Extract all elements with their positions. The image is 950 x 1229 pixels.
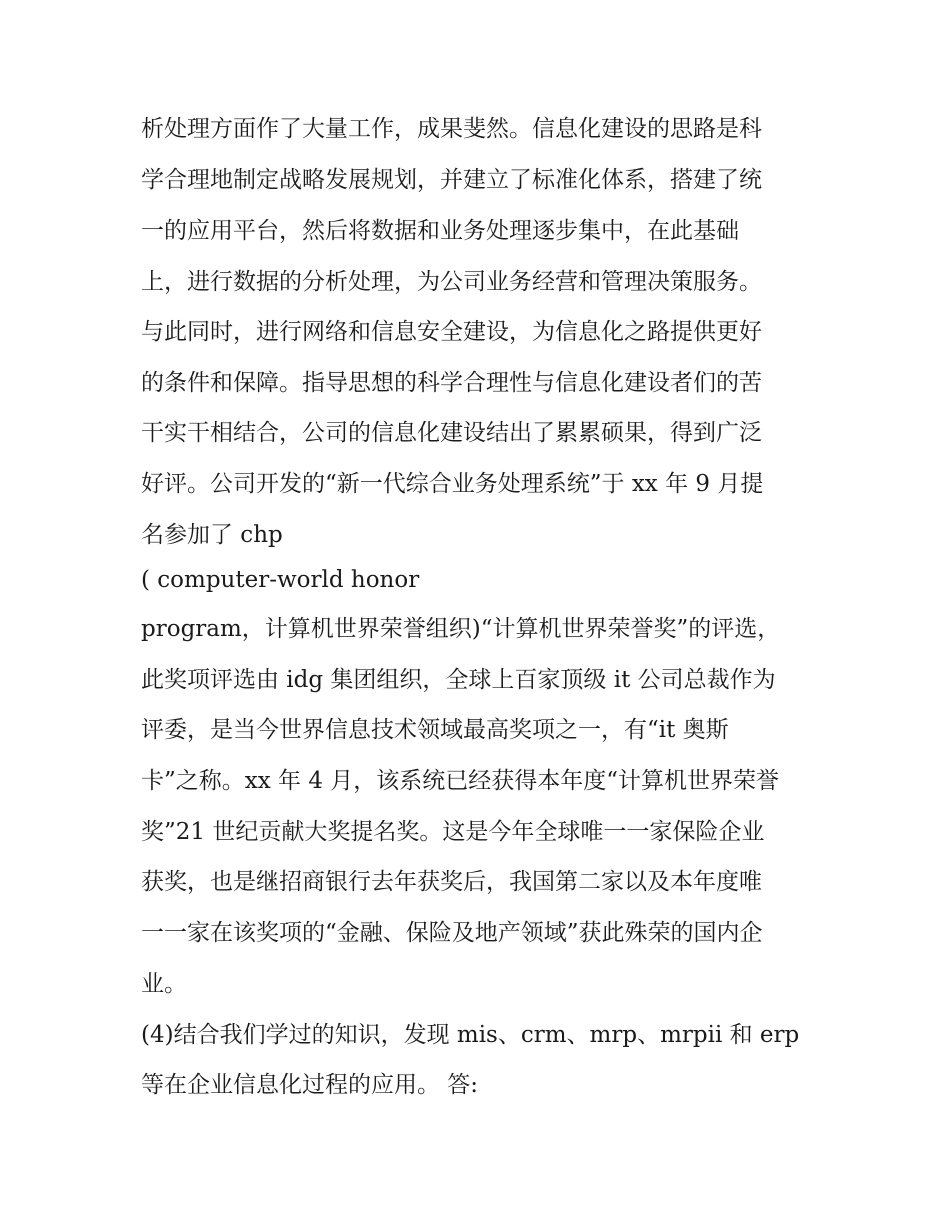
text-line: 的条件和保障。指导思想的科学合理性与信息化建设者们的苦 [141,370,762,396]
text-line: 评委，是当今世界信息技术领域最高奖项之一，有“it 奥斯 [141,717,729,743]
text-line: 此奖项评选由 idg 集团组织，全球上百家顶级 it 公司总裁作为 [141,667,776,693]
text-line: 干实干相结合，公司的信息化建设结出了累累硕果，得到广泛 [141,420,762,446]
text-line: 等在企业信息化过程的应用。 答: [141,1072,479,1098]
text-line: 析处理方面作了大量工作，成果斐然。信息化建设的思路是科 [141,116,762,142]
text-line: program，计算机世界荣誉组织)“计算机世界荣誉奖”的评选， [141,616,781,642]
text-line: 与此同时，进行网络和信息安全建设，为信息化之路提供更好 [141,319,762,345]
text-line: 卡”之称。xx 年 4 月，该系统已经获得本年度“计算机世界荣誉 [141,768,780,794]
text-line: 业。 [141,971,187,997]
text-line: 奖”21 世纪贡献大奖提名奖。这是今年全球唯一一家保险企业 [141,819,765,845]
text-line: (4)结合我们学过的知识，发现 mis、crm、mrp、mrpii 和 erp [141,1022,800,1048]
text-line: 学合理地制定战略发展规划，并建立了标准化体系，搭建了统 [141,167,762,193]
text-line: 好评。公司开发的“新一代综合业务处理系统”于 xx 年 9 月提 [141,471,764,497]
text-line: 一一家在该奖项的“金融、保险及地产领域”获此殊荣的国内企 [141,920,763,946]
text-line: 名参加了 chp [141,522,283,548]
text-line: 上，进行数据的分析处理，为公司业务经营和管理决策服务。 [141,269,762,295]
text-line: 获奖，也是继招商银行去年获奖后，我国第二家以及本年度唯 [141,869,762,895]
text-line: ( computer-world honor [141,567,420,593]
text-line: 一的应用平台，然后将数据和业务处理逐步集中，在此基础 [141,218,739,244]
